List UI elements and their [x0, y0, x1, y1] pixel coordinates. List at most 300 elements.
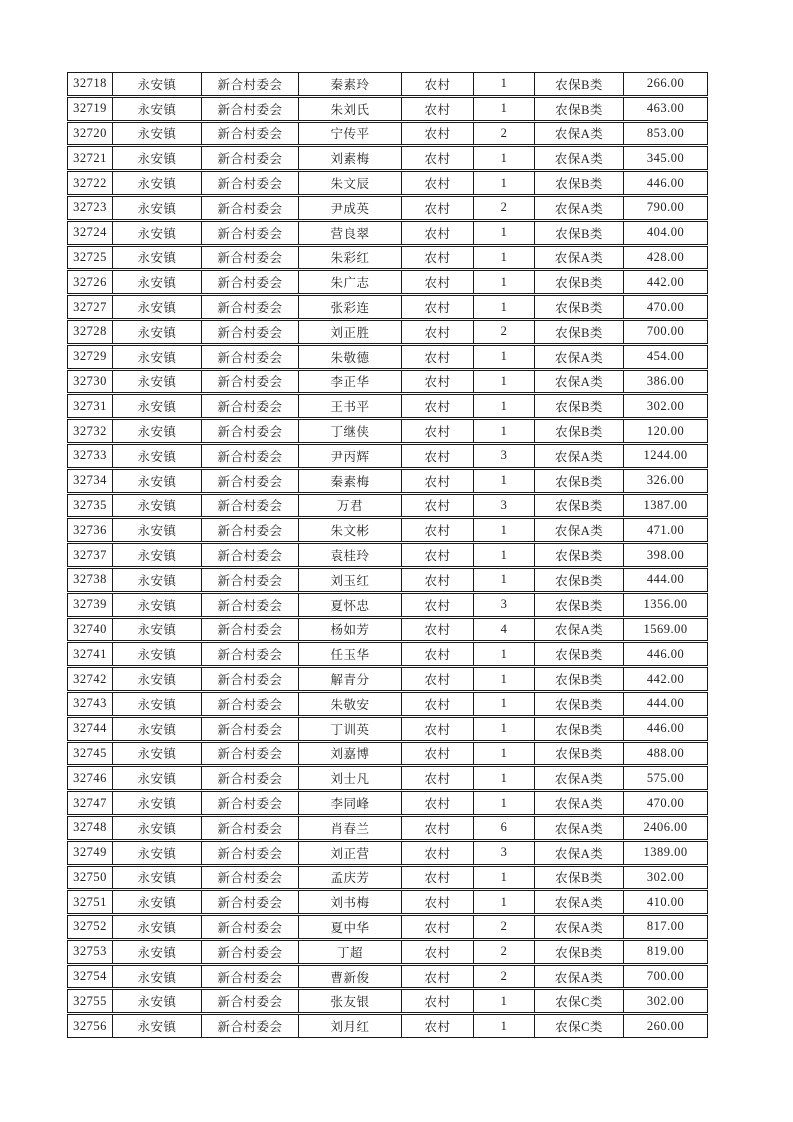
cell-insurance-category: 农保A类 — [535, 816, 624, 840]
cell-person-count: 1 — [474, 518, 535, 542]
cell-amount: 302.00 — [624, 866, 708, 890]
cell-insurance-category: 农保A类 — [535, 345, 624, 369]
table-row — [67, 915, 708, 939]
cell-village-committee: 新合村委会 — [202, 196, 299, 220]
cell-person-name: 李同峰 — [299, 791, 402, 815]
table-row — [67, 618, 708, 642]
cell-person-name: 杨如芳 — [299, 618, 402, 642]
cell-amount: 302.00 — [624, 394, 708, 418]
cell-village-committee: 新合村委会 — [202, 791, 299, 815]
cell-record-id: 32739 — [67, 593, 113, 617]
cell-village-committee: 新合村委会 — [202, 717, 299, 741]
cell-resident-type: 农村 — [402, 419, 474, 443]
cell-insurance-category: 农保C类 — [535, 989, 624, 1013]
cell-town: 永安镇 — [113, 593, 202, 617]
cell-town: 永安镇 — [113, 618, 202, 642]
cell-record-id: 32733 — [67, 444, 113, 468]
cell-person-name: 刘嘉博 — [299, 742, 402, 766]
cell-amount: 446.00 — [624, 642, 708, 666]
cell-resident-type: 农村 — [402, 246, 474, 270]
cell-person-count: 1 — [474, 766, 535, 790]
cell-resident-type: 农村 — [402, 593, 474, 617]
table-row — [67, 1014, 708, 1038]
cell-amount: 386.00 — [624, 370, 708, 394]
cell-amount: 470.00 — [624, 791, 708, 815]
cell-record-id: 32744 — [67, 717, 113, 741]
cell-person-count: 1 — [474, 171, 535, 195]
cell-record-id: 32735 — [67, 494, 113, 518]
cell-insurance-category: 农保B类 — [535, 940, 624, 964]
table-row — [67, 841, 708, 865]
cell-insurance-category: 农保A类 — [535, 444, 624, 468]
table-row — [67, 97, 708, 121]
cell-person-name: 朱广志 — [299, 270, 402, 294]
table-row — [67, 866, 708, 890]
cell-person-name: 秦素玲 — [299, 72, 402, 96]
cell-village-committee: 新合村委会 — [202, 221, 299, 245]
cell-amount: 326.00 — [624, 469, 708, 493]
table-row — [67, 122, 708, 146]
cell-town: 永安镇 — [113, 370, 202, 394]
cell-person-name: 王书平 — [299, 394, 402, 418]
cell-insurance-category: 农保B类 — [535, 667, 624, 691]
table-row — [67, 246, 708, 270]
cell-person-name: 刘玉红 — [299, 568, 402, 592]
cell-insurance-category: 农保B类 — [535, 270, 624, 294]
cell-record-id: 32740 — [67, 618, 113, 642]
cell-amount: 260.00 — [624, 1014, 708, 1038]
cell-amount: 266.00 — [624, 72, 708, 96]
cell-resident-type: 农村 — [402, 940, 474, 964]
cell-person-count: 1 — [474, 989, 535, 1013]
table-row — [67, 444, 708, 468]
cell-person-name: 刘素梅 — [299, 146, 402, 170]
cell-village-committee: 新合村委会 — [202, 97, 299, 121]
cell-village-committee: 新合村委会 — [202, 469, 299, 493]
cell-insurance-category: 农保B类 — [535, 419, 624, 443]
cell-resident-type: 农村 — [402, 618, 474, 642]
cell-resident-type: 农村 — [402, 791, 474, 815]
cell-person-count: 2 — [474, 122, 535, 146]
cell-person-count: 1 — [474, 295, 535, 319]
table-row — [67, 692, 708, 716]
cell-village-committee: 新合村委会 — [202, 171, 299, 195]
cell-village-committee: 新合村委会 — [202, 915, 299, 939]
cell-person-count: 2 — [474, 915, 535, 939]
cell-resident-type: 农村 — [402, 915, 474, 939]
cell-town: 永安镇 — [113, 642, 202, 666]
table-row — [67, 320, 708, 344]
cell-person-count: 1 — [474, 568, 535, 592]
cell-person-name: 宁传平 — [299, 122, 402, 146]
cell-person-name: 万君 — [299, 494, 402, 518]
cell-person-name: 任玉华 — [299, 642, 402, 666]
cell-village-committee: 新合村委会 — [202, 320, 299, 344]
cell-record-id: 32732 — [67, 419, 113, 443]
cell-town: 永安镇 — [113, 171, 202, 195]
cell-record-id: 32736 — [67, 518, 113, 542]
cell-record-id: 32743 — [67, 692, 113, 716]
table-row — [67, 642, 708, 666]
cell-record-id: 32734 — [67, 469, 113, 493]
cell-person-name: 刘士凡 — [299, 766, 402, 790]
table-row — [67, 543, 708, 567]
cell-village-committee: 新合村委会 — [202, 866, 299, 890]
cell-insurance-category: 农保A类 — [535, 246, 624, 270]
cell-record-id: 32747 — [67, 791, 113, 815]
cell-amount: 398.00 — [624, 543, 708, 567]
cell-village-committee: 新合村委会 — [202, 394, 299, 418]
cell-amount: 853.00 — [624, 122, 708, 146]
table-row — [67, 171, 708, 195]
cell-person-name: 张友银 — [299, 989, 402, 1013]
cell-record-id: 32746 — [67, 766, 113, 790]
cell-insurance-category: 农保B类 — [535, 295, 624, 319]
table-row — [67, 419, 708, 443]
cell-person-count: 1 — [474, 345, 535, 369]
cell-resident-type: 农村 — [402, 989, 474, 1013]
cell-record-id: 32721 — [67, 146, 113, 170]
cell-person-count: 3 — [474, 444, 535, 468]
cell-person-name: 朱敬德 — [299, 345, 402, 369]
cell-person-count: 2 — [474, 320, 535, 344]
cell-town: 永安镇 — [113, 295, 202, 319]
cell-person-count: 1 — [474, 419, 535, 443]
cell-village-committee: 新合村委会 — [202, 444, 299, 468]
cell-person-count: 1 — [474, 1014, 535, 1038]
cell-village-committee: 新合村委会 — [202, 667, 299, 691]
cell-village-committee: 新合村委会 — [202, 965, 299, 989]
cell-insurance-category: 农保A类 — [535, 518, 624, 542]
cell-record-id: 32725 — [67, 246, 113, 270]
cell-person-name: 朱文彬 — [299, 518, 402, 542]
cell-insurance-category: 农保B类 — [535, 171, 624, 195]
cell-person-count: 2 — [474, 965, 535, 989]
cell-amount: 1569.00 — [624, 618, 708, 642]
cell-insurance-category: 农保B类 — [535, 642, 624, 666]
cell-insurance-category: 农保B类 — [535, 72, 624, 96]
cell-amount: 120.00 — [624, 419, 708, 443]
cell-town: 永安镇 — [113, 989, 202, 1013]
table-row — [67, 989, 708, 1013]
cell-person-name: 丁超 — [299, 940, 402, 964]
cell-record-id: 32745 — [67, 742, 113, 766]
cell-insurance-category: 农保A类 — [535, 122, 624, 146]
table-row — [67, 221, 708, 245]
cell-resident-type: 农村 — [402, 146, 474, 170]
cell-person-name: 秦素梅 — [299, 469, 402, 493]
cell-record-id: 32752 — [67, 915, 113, 939]
cell-resident-type: 农村 — [402, 642, 474, 666]
cell-town: 永安镇 — [113, 742, 202, 766]
cell-person-count: 1 — [474, 642, 535, 666]
cell-town: 永安镇 — [113, 146, 202, 170]
cell-insurance-category: 农保A类 — [535, 890, 624, 914]
cell-resident-type: 农村 — [402, 766, 474, 790]
cell-resident-type: 农村 — [402, 469, 474, 493]
cell-resident-type: 农村 — [402, 692, 474, 716]
cell-person-count: 1 — [474, 97, 535, 121]
cell-insurance-category: 农保B类 — [535, 717, 624, 741]
cell-amount: 442.00 — [624, 270, 708, 294]
cell-resident-type: 农村 — [402, 171, 474, 195]
cell-record-id: 32742 — [67, 667, 113, 691]
cell-resident-type: 农村 — [402, 295, 474, 319]
cell-town: 永安镇 — [113, 568, 202, 592]
cell-person-name: 丁继侠 — [299, 419, 402, 443]
cell-person-count: 1 — [474, 72, 535, 96]
cell-amount: 444.00 — [624, 692, 708, 716]
cell-person-name: 夏怀忠 — [299, 593, 402, 617]
cell-person-count: 1 — [474, 221, 535, 245]
cell-village-committee: 新合村委会 — [202, 543, 299, 567]
cell-person-count: 1 — [474, 370, 535, 394]
cell-person-name: 李正华 — [299, 370, 402, 394]
table-row — [67, 370, 708, 394]
cell-resident-type: 农村 — [402, 717, 474, 741]
cell-town: 永安镇 — [113, 816, 202, 840]
cell-person-count: 1 — [474, 866, 535, 890]
cell-town: 永安镇 — [113, 518, 202, 542]
cell-resident-type: 农村 — [402, 866, 474, 890]
cell-town: 永安镇 — [113, 841, 202, 865]
cell-record-id: 32731 — [67, 394, 113, 418]
records-table-body — [67, 72, 708, 1038]
cell-amount: 817.00 — [624, 915, 708, 939]
cell-record-id: 32730 — [67, 370, 113, 394]
cell-amount: 428.00 — [624, 246, 708, 270]
cell-insurance-category: 农保A类 — [535, 196, 624, 220]
cell-insurance-category: 农保C类 — [535, 1014, 624, 1038]
table-row — [67, 518, 708, 542]
cell-person-count: 1 — [474, 692, 535, 716]
cell-person-name: 曹新俊 — [299, 965, 402, 989]
cell-record-id: 32724 — [67, 221, 113, 245]
cell-insurance-category: 农保B类 — [535, 692, 624, 716]
cell-amount: 2406.00 — [624, 816, 708, 840]
cell-village-committee: 新合村委会 — [202, 890, 299, 914]
cell-amount: 1356.00 — [624, 593, 708, 617]
cell-insurance-category: 农保A类 — [535, 618, 624, 642]
cell-insurance-category: 农保A类 — [535, 370, 624, 394]
cell-village-committee: 新合村委会 — [202, 518, 299, 542]
cell-person-count: 3 — [474, 593, 535, 617]
table-row — [67, 345, 708, 369]
cell-town: 永安镇 — [113, 97, 202, 121]
cell-insurance-category: 农保A类 — [535, 841, 624, 865]
cell-resident-type: 农村 — [402, 890, 474, 914]
cell-town: 永安镇 — [113, 345, 202, 369]
cell-resident-type: 农村 — [402, 518, 474, 542]
cell-village-committee: 新合村委会 — [202, 370, 299, 394]
cell-resident-type: 农村 — [402, 494, 474, 518]
cell-record-id: 32723 — [67, 196, 113, 220]
cell-town: 永安镇 — [113, 444, 202, 468]
cell-person-count: 2 — [474, 196, 535, 220]
cell-town: 永安镇 — [113, 469, 202, 493]
cell-resident-type: 农村 — [402, 444, 474, 468]
records-table — [67, 71, 708, 1039]
table-row — [67, 965, 708, 989]
cell-village-committee: 新合村委会 — [202, 568, 299, 592]
cell-person-count: 1 — [474, 543, 535, 567]
cell-resident-type: 农村 — [402, 667, 474, 691]
cell-amount: 442.00 — [624, 667, 708, 691]
table-row — [67, 717, 708, 741]
cell-village-committee: 新合村委会 — [202, 742, 299, 766]
cell-amount: 345.00 — [624, 146, 708, 170]
cell-village-committee: 新合村委会 — [202, 345, 299, 369]
cell-village-committee: 新合村委会 — [202, 494, 299, 518]
cell-village-committee: 新合村委会 — [202, 270, 299, 294]
cell-village-committee: 新合村委会 — [202, 816, 299, 840]
cell-record-id: 32729 — [67, 345, 113, 369]
cell-town: 永安镇 — [113, 419, 202, 443]
table-row — [67, 469, 708, 493]
cell-amount: 790.00 — [624, 196, 708, 220]
cell-person-count: 4 — [474, 618, 535, 642]
cell-town: 永安镇 — [113, 965, 202, 989]
cell-person-count: 1 — [474, 246, 535, 270]
cell-person-name: 朱刘氏 — [299, 97, 402, 121]
cell-person-name: 刘正胜 — [299, 320, 402, 344]
cell-insurance-category: 农保B类 — [535, 221, 624, 245]
cell-person-count: 1 — [474, 890, 535, 914]
cell-record-id: 32718 — [67, 72, 113, 96]
cell-insurance-category: 农保A类 — [535, 791, 624, 815]
cell-person-name: 刘月红 — [299, 1014, 402, 1038]
cell-record-id: 32737 — [67, 543, 113, 567]
cell-amount: 1387.00 — [624, 494, 708, 518]
cell-record-id: 32727 — [67, 295, 113, 319]
cell-person-count: 1 — [474, 469, 535, 493]
cell-village-committee: 新合村委会 — [202, 593, 299, 617]
cell-amount: 819.00 — [624, 940, 708, 964]
cell-resident-type: 农村 — [402, 394, 474, 418]
cell-village-committee: 新合村委会 — [202, 618, 299, 642]
cell-town: 永安镇 — [113, 940, 202, 964]
cell-person-count: 1 — [474, 146, 535, 170]
cell-person-name: 尹丙辉 — [299, 444, 402, 468]
cell-person-name: 朱彩红 — [299, 246, 402, 270]
cell-person-name: 朱文辰 — [299, 171, 402, 195]
cell-record-id: 32755 — [67, 989, 113, 1013]
cell-village-committee: 新合村委会 — [202, 295, 299, 319]
cell-village-committee: 新合村委会 — [202, 642, 299, 666]
cell-amount: 1244.00 — [624, 444, 708, 468]
cell-village-committee: 新合村委会 — [202, 940, 299, 964]
cell-town: 永安镇 — [113, 270, 202, 294]
cell-person-name: 刘书梅 — [299, 890, 402, 914]
cell-person-count: 3 — [474, 841, 535, 865]
cell-insurance-category: 农保B类 — [535, 742, 624, 766]
cell-amount: 410.00 — [624, 890, 708, 914]
cell-village-committee: 新合村委会 — [202, 246, 299, 270]
cell-insurance-category: 农保B类 — [535, 97, 624, 121]
cell-insurance-category: 农保B类 — [535, 593, 624, 617]
cell-town: 永安镇 — [113, 791, 202, 815]
cell-town: 永安镇 — [113, 866, 202, 890]
cell-record-id: 32749 — [67, 841, 113, 865]
table-row — [67, 742, 708, 766]
cell-amount: 446.00 — [624, 171, 708, 195]
cell-resident-type: 农村 — [402, 1014, 474, 1038]
table-row — [67, 816, 708, 840]
table-row — [67, 146, 708, 170]
cell-resident-type: 农村 — [402, 965, 474, 989]
cell-insurance-category: 农保A类 — [535, 766, 624, 790]
cell-town: 永安镇 — [113, 320, 202, 344]
cell-resident-type: 农村 — [402, 816, 474, 840]
cell-resident-type: 农村 — [402, 122, 474, 146]
table-row — [67, 295, 708, 319]
cell-resident-type: 农村 — [402, 97, 474, 121]
cell-town: 永安镇 — [113, 72, 202, 96]
cell-town: 永安镇 — [113, 122, 202, 146]
cell-village-committee: 新合村委会 — [202, 692, 299, 716]
cell-record-id: 32728 — [67, 320, 113, 344]
cell-person-count: 1 — [474, 394, 535, 418]
cell-resident-type: 农村 — [402, 742, 474, 766]
table-row — [67, 394, 708, 418]
cell-village-committee: 新合村委会 — [202, 1014, 299, 1038]
cell-town: 永安镇 — [113, 890, 202, 914]
cell-resident-type: 农村 — [402, 221, 474, 245]
table-row — [67, 940, 708, 964]
cell-person-name: 营良翠 — [299, 221, 402, 245]
cell-resident-type: 农村 — [402, 345, 474, 369]
cell-insurance-category: 农保B类 — [535, 394, 624, 418]
cell-insurance-category: 农保B类 — [535, 866, 624, 890]
cell-town: 永安镇 — [113, 494, 202, 518]
table-row — [67, 766, 708, 790]
cell-amount: 463.00 — [624, 97, 708, 121]
cell-person-name: 夏中华 — [299, 915, 402, 939]
cell-amount: 488.00 — [624, 742, 708, 766]
cell-amount: 446.00 — [624, 717, 708, 741]
cell-amount: 471.00 — [624, 518, 708, 542]
cell-person-name: 袁桂玲 — [299, 543, 402, 567]
cell-person-count: 2 — [474, 940, 535, 964]
cell-village-committee: 新合村委会 — [202, 766, 299, 790]
cell-resident-type: 农村 — [402, 543, 474, 567]
cell-insurance-category: 农保B类 — [535, 469, 624, 493]
cell-record-id: 32750 — [67, 866, 113, 890]
cell-resident-type: 农村 — [402, 320, 474, 344]
cell-amount: 470.00 — [624, 295, 708, 319]
table-row — [67, 270, 708, 294]
cell-village-committee: 新合村委会 — [202, 841, 299, 865]
cell-resident-type: 农村 — [402, 270, 474, 294]
cell-amount: 444.00 — [624, 568, 708, 592]
cell-person-count: 6 — [474, 816, 535, 840]
cell-amount: 454.00 — [624, 345, 708, 369]
cell-insurance-category: 农保A类 — [535, 146, 624, 170]
cell-record-id: 32726 — [67, 270, 113, 294]
table-row — [67, 890, 708, 914]
cell-record-id: 32748 — [67, 816, 113, 840]
cell-village-committee: 新合村委会 — [202, 419, 299, 443]
cell-resident-type: 农村 — [402, 568, 474, 592]
cell-amount: 1389.00 — [624, 841, 708, 865]
cell-record-id: 32741 — [67, 642, 113, 666]
cell-insurance-category: 农保B类 — [535, 320, 624, 344]
cell-person-name: 孟庆芳 — [299, 866, 402, 890]
cell-insurance-category: 农保B类 — [535, 543, 624, 567]
cell-insurance-category: 农保A类 — [535, 965, 624, 989]
cell-person-name: 肖春兰 — [299, 816, 402, 840]
cell-resident-type: 农村 — [402, 841, 474, 865]
